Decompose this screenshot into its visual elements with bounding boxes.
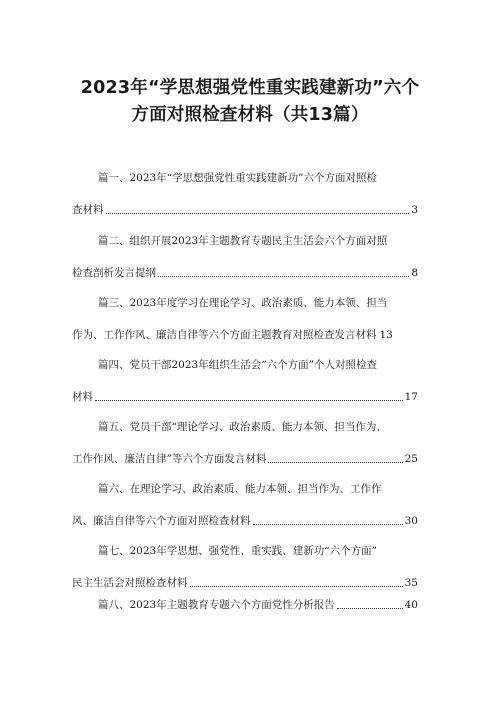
toc-entry-8-line bbox=[98, 597, 418, 613]
toc-entry-5-continuation bbox=[72, 451, 418, 467]
dot-leader bbox=[158, 275, 409, 277]
dot-leader bbox=[253, 523, 403, 525]
dot-leader bbox=[268, 461, 402, 463]
toc-entry-6-continuation bbox=[72, 513, 418, 529]
toc-entry-7-continuation bbox=[72, 575, 418, 591]
toc-entry-4-continuation bbox=[72, 389, 418, 405]
toc-entry-5-page: 25 bbox=[404, 453, 418, 465]
toc-entry-3-page: 13 bbox=[379, 329, 393, 341]
toc-entry-2-title-cont: 检查剖析发言提纲 bbox=[72, 267, 156, 279]
toc-entry-6-title-cont: 风、廉洁自律等六个方面对照检查材料 bbox=[72, 515, 251, 527]
toc-entry-3-title-cont: 作为、工作作风、廉洁自律等六个方面主题教育对照检查发言材料 bbox=[72, 329, 377, 341]
toc-entry-1-page: 3 bbox=[411, 204, 418, 216]
toc-entry-5-title: 篇五、党员干部“理论学习、政治素质、能力本领、担当作为、 bbox=[98, 421, 387, 433]
toc-entry-5-title-cont: 工作作风、廉洁自律”等六个方面发言材料 bbox=[72, 453, 267, 465]
toc-entry-2-continuation bbox=[72, 265, 418, 281]
toc-entry-6-title: 篇六、在理论学习、政治素质、能力本领、担当作为、工作作 bbox=[98, 483, 382, 495]
dot-leader bbox=[106, 212, 410, 214]
document-title-line-1: 2023年“学思想强党性重实践建新功”六个 bbox=[80, 78, 420, 98]
toc-entry-2-title: 篇二、组织开展2023年主题教育专题民主生活会六个方面对照 bbox=[98, 235, 388, 247]
toc-entry-1-title-cont: 查材料 bbox=[72, 204, 104, 216]
dot-leader bbox=[337, 607, 403, 609]
toc-entry-8-page: 40 bbox=[404, 599, 418, 611]
toc-entry-7-title-cont: 民主生活会对照检查材料 bbox=[72, 577, 188, 589]
toc-entry-3-title: 篇三、2023年度学习在理论学习、政治素质、能力本领、担当 bbox=[98, 297, 388, 309]
toc-entry-4-title-cont: 材料 bbox=[72, 391, 93, 403]
document-title-line-2: 方面对照检查材料（共13篇） bbox=[131, 105, 369, 125]
toc-entry-3-continuation bbox=[72, 327, 418, 343]
toc-entry-8-title: 篇八、2023年主题教育专题六个方面党性分析报告 bbox=[98, 599, 335, 611]
toc-entry-2-page: 8 bbox=[411, 267, 418, 279]
toc-entry-4-title: 篇四、党员干部2023年组织生活会“六个方面”个人对照检查 bbox=[98, 359, 377, 371]
toc-entry-1-title: 篇一、2023年“学思想强党性重实践建新功”六个方面对照检 bbox=[98, 172, 377, 184]
toc-entry-7-page: 35 bbox=[404, 577, 418, 589]
dot-leader bbox=[190, 585, 403, 587]
toc-entry-6-page: 30 bbox=[404, 515, 418, 527]
toc-entry-4-page: 17 bbox=[404, 391, 418, 403]
dot-leader bbox=[95, 399, 403, 401]
toc-entry-7-title: 篇七、2023年学思想、强党性、重实践、建新功“六个方面” bbox=[98, 545, 377, 557]
toc-entry-1-continuation bbox=[72, 202, 418, 218]
